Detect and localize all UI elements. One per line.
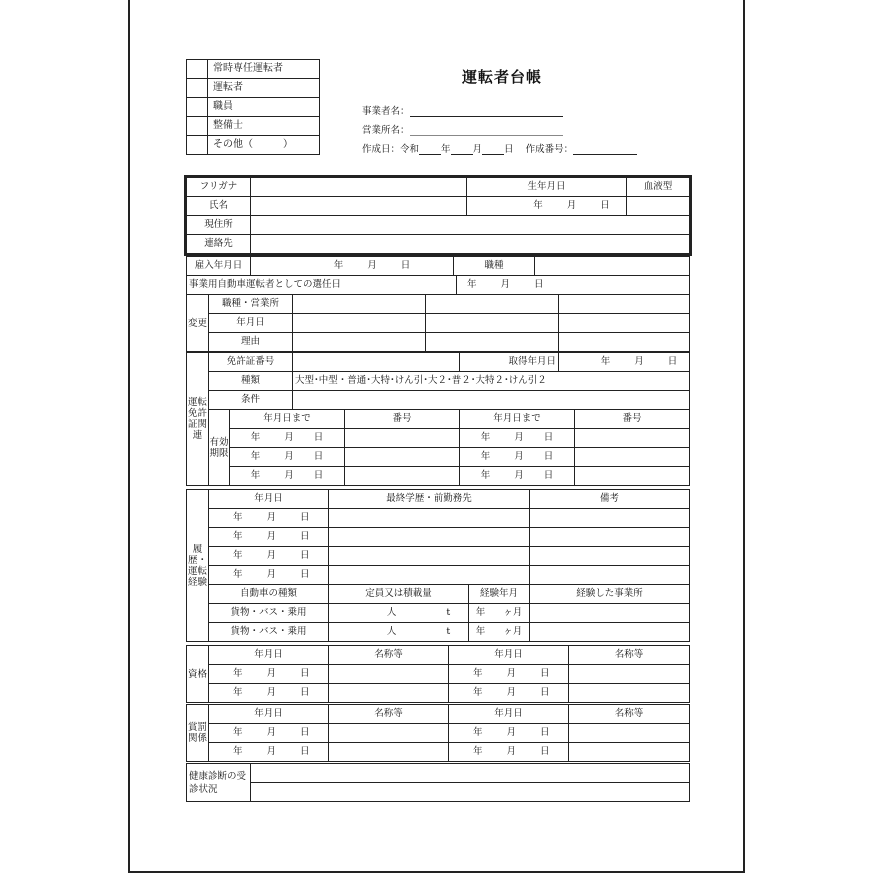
company-line bbox=[362, 103, 563, 117]
reward-name-field[interactable] bbox=[569, 743, 690, 762]
reason-label: 理由 bbox=[209, 333, 293, 352]
date-field[interactable]: 年 月 日 bbox=[230, 467, 345, 486]
year-label: 年 bbox=[441, 144, 451, 155]
qual-name-field[interactable] bbox=[569, 665, 690, 684]
history-side-label: 履歴・運転経験 bbox=[187, 490, 209, 642]
rewards-table bbox=[186, 704, 690, 762]
qual-name-field[interactable] bbox=[569, 684, 690, 703]
change-field[interactable] bbox=[293, 333, 426, 352]
license-table bbox=[186, 352, 690, 486]
reward-date-label: 年月日 bbox=[209, 705, 329, 724]
date-field[interactable]: 年 月 日 bbox=[449, 665, 569, 684]
hire-date-label: 雇入年月日 bbox=[187, 257, 251, 276]
date-field[interactable]: 年 月 日 bbox=[449, 684, 569, 703]
month-label: 月 bbox=[472, 144, 483, 155]
num-label: 番号 bbox=[345, 410, 460, 429]
category-label: 職員 bbox=[208, 98, 320, 117]
address-field[interactable] bbox=[251, 216, 690, 235]
hire-date-field[interactable]: 年 月 日 bbox=[251, 257, 454, 276]
qual-date-label: 年月日 bbox=[449, 646, 569, 665]
kind-value[interactable]: 大型･中型・普通･大特･けん引･大２･普２･大特２･けん引２ bbox=[293, 372, 690, 391]
change-field[interactable] bbox=[426, 314, 559, 333]
category-row bbox=[187, 60, 320, 79]
checkbox[interactable] bbox=[187, 79, 208, 98]
num-field[interactable] bbox=[345, 429, 460, 448]
name-field[interactable] bbox=[251, 197, 467, 216]
change-field[interactable] bbox=[293, 314, 426, 333]
job-type-field[interactable] bbox=[535, 257, 690, 276]
date-field[interactable]: 年 月 日 bbox=[209, 684, 329, 703]
date-field[interactable]: 年 月 日 bbox=[460, 448, 575, 467]
num-field[interactable] bbox=[345, 467, 460, 486]
education-field[interactable] bbox=[329, 566, 530, 585]
personal-table bbox=[186, 177, 690, 254]
experience-field[interactable]: 年 ヶ月 bbox=[469, 623, 530, 642]
contact-field[interactable] bbox=[251, 235, 690, 254]
date-field[interactable]: 年 月 日 bbox=[209, 743, 329, 762]
checkbox[interactable] bbox=[187, 136, 208, 155]
date-field[interactable]: 年 月 日 bbox=[209, 724, 329, 743]
change-field[interactable] bbox=[426, 333, 559, 352]
reward-name-field[interactable] bbox=[329, 743, 449, 762]
license-number-field[interactable] bbox=[293, 353, 460, 372]
license-side-label: 運転免許証関連 bbox=[187, 353, 209, 486]
date-field[interactable]: 年 月 日 bbox=[230, 429, 345, 448]
category-label: 運転者 bbox=[208, 79, 320, 98]
education-field[interactable] bbox=[329, 528, 530, 547]
education-label: 最終学歴・前勤務先 bbox=[329, 490, 530, 509]
kind-label: 種類 bbox=[209, 372, 293, 391]
remarks-field[interactable] bbox=[530, 547, 690, 566]
change-field[interactable] bbox=[426, 295, 559, 314]
qual-name-label: 名称等 bbox=[569, 646, 690, 665]
change-field[interactable] bbox=[559, 295, 690, 314]
history-date-label: 年月日 bbox=[209, 490, 329, 509]
capacity-field[interactable]: 人 t bbox=[329, 623, 469, 642]
date-field[interactable]: 年 月 日 bbox=[230, 448, 345, 467]
date-field[interactable]: 年 月 日 bbox=[209, 566, 329, 585]
reward-name-label: 名称等 bbox=[329, 705, 449, 724]
conditions-label: 条件 bbox=[209, 391, 293, 410]
change-table bbox=[186, 294, 690, 352]
hire-table bbox=[186, 256, 690, 276]
reward-date-label: 年月日 bbox=[449, 705, 569, 724]
qual-date-label: 年月日 bbox=[209, 646, 329, 665]
qual-name-field[interactable] bbox=[329, 684, 449, 703]
change-field[interactable] bbox=[559, 314, 690, 333]
category-label: 整備士 bbox=[208, 117, 320, 136]
change-field[interactable] bbox=[293, 295, 426, 314]
capacity-field[interactable]: 人 t bbox=[329, 604, 469, 623]
date-field[interactable]: 年 月 日 bbox=[209, 665, 329, 684]
experienced-office-field[interactable] bbox=[530, 604, 690, 623]
number-label: 作成番号： bbox=[525, 144, 574, 155]
validity-side-label: 有効期限 bbox=[209, 410, 230, 486]
page-title: 運転者台帳 bbox=[462, 68, 543, 86]
day-label: 日 bbox=[504, 144, 514, 155]
until-label: 年月日まで bbox=[460, 410, 575, 429]
conditions-field[interactable] bbox=[293, 391, 690, 410]
contact-label: 連絡先 bbox=[187, 235, 251, 254]
reward-name-field[interactable] bbox=[569, 724, 690, 743]
date-field[interactable]: 年 月 日 bbox=[449, 724, 569, 743]
checkbox[interactable] bbox=[187, 117, 208, 136]
blood-type-label: 血液型 bbox=[627, 178, 690, 197]
acquired-field[interactable]: 年 月 日 bbox=[559, 353, 690, 372]
category-label: その他（ ） bbox=[208, 136, 320, 155]
experienced-office-field[interactable] bbox=[530, 623, 690, 642]
office-field[interactable] bbox=[410, 124, 563, 136]
remarks-field[interactable] bbox=[530, 566, 690, 585]
change-side-label: 変更 bbox=[187, 295, 209, 352]
checkbox[interactable] bbox=[187, 98, 208, 117]
num-field[interactable] bbox=[575, 448, 690, 467]
num-field[interactable] bbox=[575, 467, 690, 486]
acquired-label: 取得年月日 bbox=[460, 353, 559, 372]
health-table bbox=[186, 763, 690, 802]
qual-name-field[interactable] bbox=[329, 665, 449, 684]
date-field[interactable]: 年 月 日 bbox=[209, 509, 329, 528]
rewards-side-label: 賞罰関係 bbox=[187, 705, 209, 762]
date-field[interactable]: 年 月 日 bbox=[460, 467, 575, 486]
health-field[interactable] bbox=[251, 783, 690, 802]
job-type-label: 職種 bbox=[454, 257, 535, 276]
reward-name-field[interactable] bbox=[329, 724, 449, 743]
category-label: 常時専任運転者 bbox=[208, 60, 320, 79]
company-label: 事業者名： bbox=[362, 106, 410, 117]
category-row bbox=[187, 98, 320, 117]
vehicle-value: 貨物・バス・乗用 bbox=[209, 604, 329, 623]
created-label: 作成日：令和 bbox=[362, 144, 420, 155]
qualification-side-label: 資格 bbox=[187, 646, 209, 703]
change-field[interactable] bbox=[559, 333, 690, 352]
license-number-label: 免許証番号 bbox=[209, 353, 293, 372]
date-field[interactable]: 年 月 日 bbox=[449, 743, 569, 762]
category-row bbox=[187, 136, 320, 155]
num-field[interactable] bbox=[575, 429, 690, 448]
experienced-office-label: 経験した事業所 bbox=[530, 585, 690, 604]
appointment-table bbox=[186, 275, 690, 295]
office-label: 営業所名： bbox=[362, 125, 410, 136]
name-label: 氏名 bbox=[187, 197, 251, 216]
date-field[interactable]: 年 月 日 bbox=[209, 547, 329, 566]
health-label: 健康診断の受診状況 bbox=[187, 764, 251, 802]
num-label: 番号 bbox=[575, 410, 690, 429]
category-row bbox=[187, 117, 320, 136]
created-line bbox=[362, 141, 637, 155]
created-year-field[interactable] bbox=[419, 143, 441, 155]
vehicle-value: 貨物・バス・乗用 bbox=[209, 623, 329, 642]
blood-type-field[interactable] bbox=[627, 197, 690, 216]
company-field[interactable] bbox=[410, 105, 563, 117]
reward-name-label: 名称等 bbox=[569, 705, 690, 724]
category-checklist bbox=[186, 59, 320, 155]
remarks-field[interactable] bbox=[530, 509, 690, 528]
checkbox[interactable] bbox=[187, 60, 208, 79]
education-field[interactable] bbox=[329, 547, 530, 566]
appointment-field[interactable]: 年 月 日 bbox=[457, 276, 690, 295]
remarks-label: 備考 bbox=[530, 490, 690, 509]
created-day-field[interactable] bbox=[482, 143, 504, 155]
birthdate-field[interactable]: 年 月 日 bbox=[467, 197, 627, 216]
change-date-label: 年月日 bbox=[209, 314, 293, 333]
experience-label: 経験年月 bbox=[469, 585, 530, 604]
qual-name-label: 名称等 bbox=[329, 646, 449, 665]
number-field[interactable] bbox=[573, 143, 637, 155]
education-field[interactable] bbox=[329, 509, 530, 528]
date-field[interactable]: 年 月 日 bbox=[209, 528, 329, 547]
office-line bbox=[362, 122, 563, 136]
remarks-field[interactable] bbox=[530, 528, 690, 547]
capacity-label: 定員又は積載量 bbox=[329, 585, 469, 604]
furigana-field[interactable] bbox=[251, 178, 467, 197]
appointment-label: 事業用自動車運転者としての選任日 bbox=[187, 276, 457, 295]
address-label: 現住所 bbox=[187, 216, 251, 235]
birthdate-label: 生年月日 bbox=[467, 178, 627, 197]
until-label: 年月日まで bbox=[230, 410, 345, 429]
experience-field[interactable]: 年 ヶ月 bbox=[469, 604, 530, 623]
qualification-table bbox=[186, 645, 690, 703]
vehicle-type-label: 自動車の種類 bbox=[209, 585, 329, 604]
category-row bbox=[187, 79, 320, 98]
date-field[interactable]: 年 月 日 bbox=[460, 429, 575, 448]
created-month-field[interactable] bbox=[451, 143, 473, 155]
job-office-label: 職種・営業所 bbox=[209, 295, 293, 314]
furigana-label: フリガナ bbox=[187, 178, 251, 197]
history-table bbox=[186, 489, 690, 642]
num-field[interactable] bbox=[345, 448, 460, 467]
health-field[interactable] bbox=[251, 764, 690, 783]
